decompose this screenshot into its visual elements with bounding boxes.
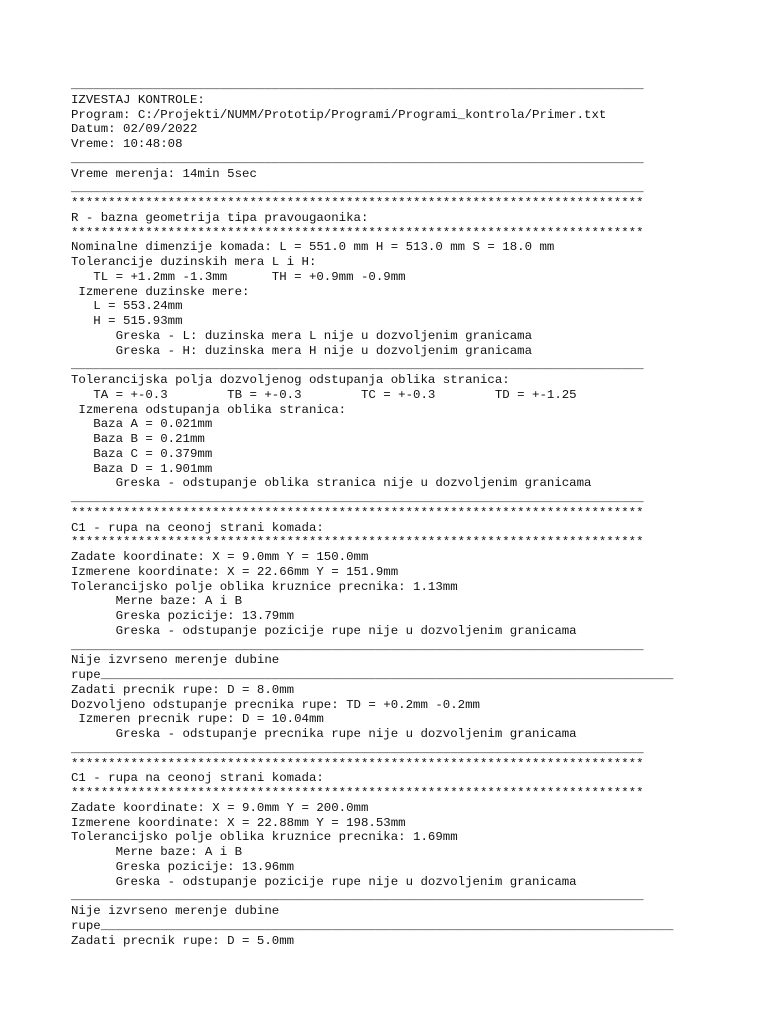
report-line: Greska - H: duzinska mera H nije u dozvoljenim granicama — [71, 343, 533, 358]
report-line: C1 - rupa na ceonoj strani komada: — [71, 771, 324, 786]
report-line: Nije izvrseno merenje dubine — [71, 653, 280, 668]
report-line: H = 515.93mm — [71, 314, 183, 328]
report-line: Greska pozicije: 13.96mm — [71, 859, 295, 874]
report-line: Tolerancije duzinskih mera L i H: — [71, 255, 317, 269]
report-line: Zadati precnik rupe: D = 5.0mm — [71, 933, 295, 948]
report-line: Dozvoljeno odstupanje precnika rupe: TD = +0.2mm -0.2mm — [71, 697, 480, 712]
separator-line: _____________________________________________________________________________ — [71, 491, 644, 505]
separator-line: _____________________________________________________________________________ — [71, 889, 644, 904]
report-line: Baza B = 0.21mm — [71, 432, 205, 446]
report-line: Nije izvrseno merenje dubine — [71, 904, 280, 918]
report-line: Zadati precnik rupe: D = 8.0mm — [71, 682, 295, 697]
report-line: Baza C = 0.379mm — [71, 446, 213, 461]
report-line: Izmerena odstupanja oblika stranica: — [71, 402, 347, 417]
report-line: Datum: 02/09/2022 — [71, 122, 198, 137]
asterisk-divider: ***************************************************************************** — [71, 505, 644, 520]
report-line: Greska - odstupanje precnika rupe nije u dozvoljenim granicama — [71, 727, 577, 741]
inspection-report-text — [71, 78, 673, 948]
report-line: Nominalne dimenzije komada: L = 551.0 mm H = 513.0 mm S = 18.0 mm — [71, 240, 555, 255]
report-line: Tolerancijsko polje oblika kruznice precnika: 1.13mm — [71, 579, 458, 594]
report-line: Zadate koordinate: X = 9.0mm Y = 200.0mm — [71, 800, 369, 815]
separator-line: _____________________________________________________________________________ — [71, 78, 644, 92]
separator-line: _____________________________________________________________________________ — [71, 181, 644, 196]
report-line: Vreme: 10:48:08 — [71, 137, 183, 151]
report-line: rupe_____________________________________________________________________________ — [71, 668, 674, 682]
report-line: Izmerene koordinate: X = 22.88mm Y = 198.53mm — [71, 815, 406, 830]
separator-line: _____________________________________________________________________________ — [71, 741, 644, 756]
report-line: IZVESTAJ KONTROLE: — [71, 92, 205, 107]
report-line: Merne baze: A i B — [71, 845, 243, 859]
asterisk-divider: ***************************************************************************** — [71, 786, 644, 800]
report-line: Izmerene koordinate: X = 22.66mm Y = 151.9mm — [71, 564, 399, 579]
report-line: Izmerene duzinske mere: — [71, 284, 250, 299]
report-line: C1 - rupa na ceonoj strani komada: — [71, 520, 324, 535]
report-line: Baza A = 0.021mm — [71, 417, 213, 432]
asterisk-divider: ***************************************************************************** — [71, 535, 644, 550]
report-line: Greska - L: duzinska mera L nije u dozvoljenim granicama — [71, 328, 533, 343]
report-line: Program: C:/Projekti/NUMM/Prototip/Programi/Programi_kontrola/Primer.txt — [71, 107, 607, 122]
report-line: rupe_____________________________________________________________________________ — [71, 918, 674, 933]
report-line: Greska - odstupanje oblika stranica nije u dozvoljenim granicama — [71, 476, 592, 491]
separator-line: _____________________________________________________________________________ — [71, 358, 644, 373]
report-line: Zadate koordinate: X = 9.0mm Y = 150.0mm — [71, 550, 369, 564]
report-line: Merne baze: A i B — [71, 594, 243, 609]
report-line: TA = +-0.3 TB = +-0.3 TC = +-0.3 TD = +-1.25 — [71, 387, 577, 402]
report-line: Tolerancijsko polje oblika kruznice precnika: 1.69mm — [71, 830, 458, 845]
asterisk-divider: ***************************************************************************** — [71, 756, 644, 771]
report-line: TL = +1.2mm -1.3mm TH = +0.9mm -0.9mm — [71, 269, 406, 284]
separator-line: _____________________________________________________________________________ — [71, 638, 644, 653]
asterisk-divider: ***************************************************************************** — [71, 196, 644, 210]
report-line: Baza D = 1.901mm — [71, 461, 213, 476]
report-line: R - bazna geometrija tipa pravougaonika: — [71, 210, 369, 225]
report-line: Greska pozicije: 13.79mm — [71, 609, 295, 623]
report-line: Greska - odstupanje pozicije rupe nije u dozvoljenim granicama — [71, 623, 577, 638]
separator-line: _____________________________________________________________________________ — [71, 151, 644, 166]
report-line: Izmeren precnik rupe: D = 10.04mm — [71, 712, 324, 727]
report-line: Vreme merenja: 14min 5sec — [71, 166, 257, 181]
report-line: L = 553.24mm — [71, 299, 183, 314]
asterisk-divider: ***************************************************************************** — [71, 225, 644, 240]
report-line: Tolerancijska polja dozvoljenog odstupanja oblika stranica: — [71, 373, 510, 387]
report-line: Greska - odstupanje pozicije rupe nije u dozvoljenim granicama — [71, 874, 577, 889]
